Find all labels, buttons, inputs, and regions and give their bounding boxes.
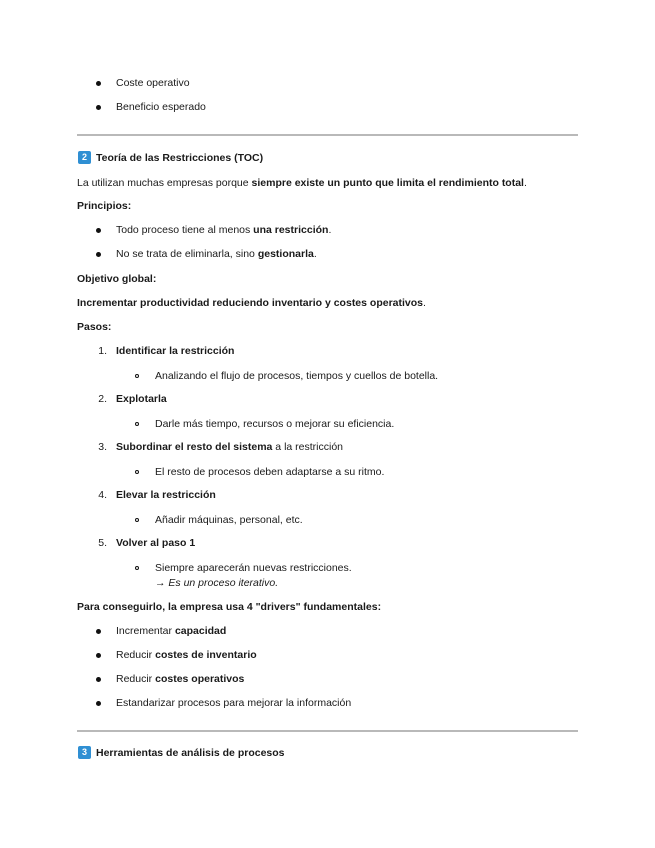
step-detail: Darle más tiempo, recursos o mejorar su eficiencia. bbox=[155, 418, 395, 430]
step-detail: El resto de procesos deben adaptarse a su ritmo. bbox=[155, 466, 385, 478]
step-detail: Siempre aparecerán nuevas restricciones. bbox=[155, 562, 352, 574]
bullet-dot bbox=[96, 701, 101, 706]
step-number: 1. bbox=[98, 345, 107, 357]
step-number: 4. bbox=[98, 489, 107, 501]
step-title: Identificar la restricción bbox=[116, 345, 235, 357]
step-title: Elevar la restricción bbox=[116, 489, 216, 501]
step-number: 3. bbox=[98, 441, 107, 453]
list-item: Estandarizar procesos para mejorar la información bbox=[116, 697, 352, 709]
step-detail: Añadir máquinas, personal, etc. bbox=[155, 514, 303, 526]
bullet-dot bbox=[96, 252, 101, 257]
sub-bullet-circle bbox=[135, 422, 139, 426]
list-item: Incrementar capacidad bbox=[116, 625, 227, 637]
section-heading: Teoría de las Restricciones (TOC) bbox=[96, 152, 264, 164]
sub-bullet-circle bbox=[135, 518, 139, 522]
bullet-dot bbox=[96, 105, 101, 110]
bullet-dot bbox=[96, 677, 101, 682]
bullet-dot bbox=[96, 653, 101, 658]
section-divider bbox=[77, 134, 578, 136]
bullet-dot bbox=[96, 629, 101, 634]
intro-paragraph: La utilizan muchas empresas porque siempre existe un punto que limita el rendimiento total. bbox=[77, 177, 527, 189]
section-heading: Herramientas de análisis de procesos bbox=[96, 747, 285, 759]
bullet-dot bbox=[96, 81, 101, 86]
sub-bullet-circle bbox=[135, 566, 139, 570]
list-item: Reducir costes operativos bbox=[116, 673, 245, 685]
list-item: Beneficio esperado bbox=[116, 101, 206, 113]
step-title: Explotarla bbox=[116, 393, 167, 405]
step-detail-note: → Es un proceso iterativo. bbox=[155, 577, 279, 589]
section-number-badge: 3 bbox=[78, 746, 91, 759]
list-item: Coste operativo bbox=[116, 77, 190, 89]
sub-bullet-circle bbox=[135, 470, 139, 474]
list-item: No se trata de eliminarla, sino gestionarla. bbox=[116, 248, 317, 260]
principles-label: Principios: bbox=[77, 200, 132, 212]
sub-bullet-circle bbox=[135, 374, 139, 378]
objective-text: Incrementar productividad reduciendo inventario y costes operativos. bbox=[77, 297, 426, 309]
step-title: Volver al paso 1 bbox=[116, 537, 196, 549]
step-number: 5. bbox=[98, 537, 107, 549]
step-number: 2. bbox=[98, 393, 107, 405]
drivers-label: Para conseguirlo, la empresa usa 4 "drivers" fundamentales: bbox=[77, 601, 382, 613]
steps-label: Pasos: bbox=[77, 321, 112, 333]
objective-label: Objetivo global: bbox=[77, 273, 157, 285]
list-item: Todo proceso tiene al menos una restricción. bbox=[116, 224, 332, 236]
section-number-badge: 2 bbox=[78, 151, 91, 164]
bullet-dot bbox=[96, 228, 101, 233]
step-detail: Analizando el flujo de procesos, tiempos y cuellos de botella. bbox=[155, 370, 439, 382]
step-title: Subordinar el resto del sistema a la restricción bbox=[116, 441, 343, 453]
section-divider bbox=[77, 730, 578, 732]
list-item: Reducir costes de inventario bbox=[116, 649, 257, 661]
